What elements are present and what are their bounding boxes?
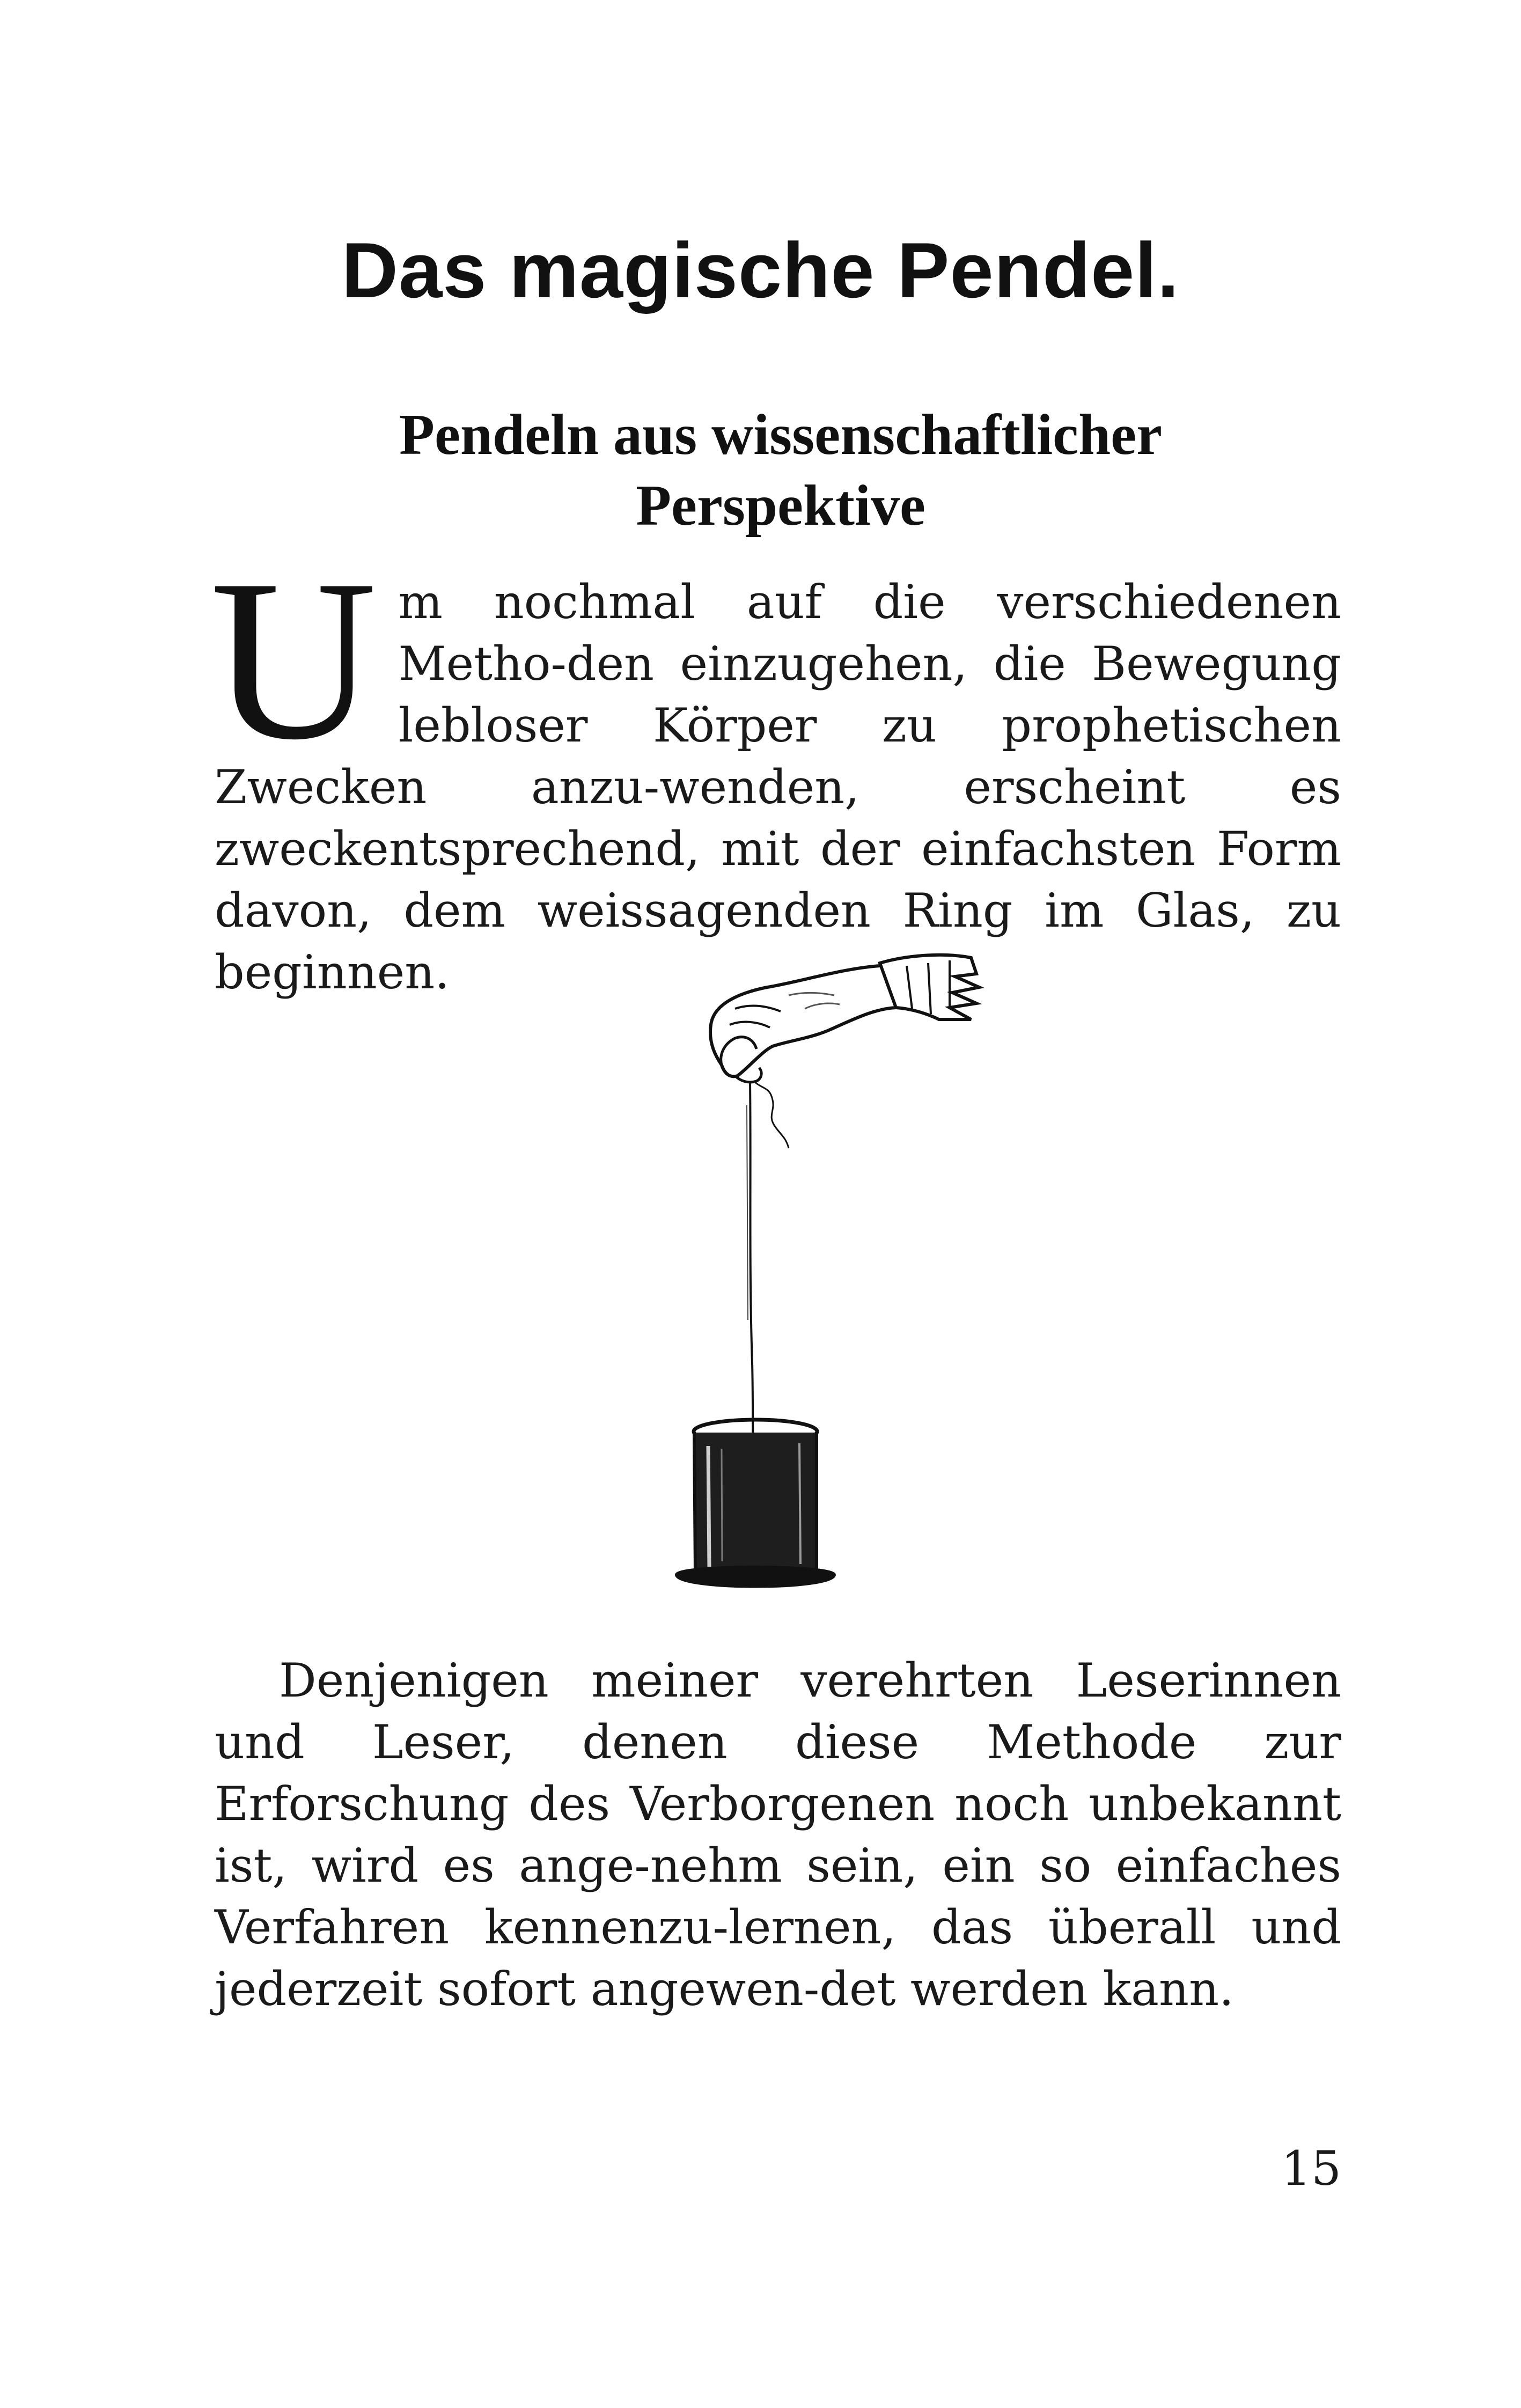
hand-holding-ring-pendulum-over-glass-icon [628,944,1003,1588]
section-title [300,400,1261,541]
section-title-line-1: Pendeln aus wissenschaftlicher [399,403,1163,467]
intro-paragraph-text: m nochmal auf die verschiedenen Metho-den einzugehen, die Bewegung lebloser Körper zu prophetischen Zwecken anzu-wenden, erscheint es zweckentsprechend, mit der einfachsten Form davon, dem weissagenden Ring im Glas, zu beginnen. [215,575,1341,1000]
chapter-title: Das magische Pendel. [341,226,1180,314]
section-title-line-2: Perspektive [636,474,925,538]
intro-paragraph [210,532,1341,1003]
page-number: 15 [1281,2141,1341,2196]
drop-cap: U [210,532,377,788]
second-paragraph: Denjenigen meiner verehrten Leserinnen und Leser, denen diese Methode zur Erforschung des Verborgenen noch unbekannt ist, wird es ange-nehm sein, ein so einfaches Verfahren kennenzu-lernen, das überall und jederzeit sofort angewen-det werden kann. [215,1653,1341,2016]
